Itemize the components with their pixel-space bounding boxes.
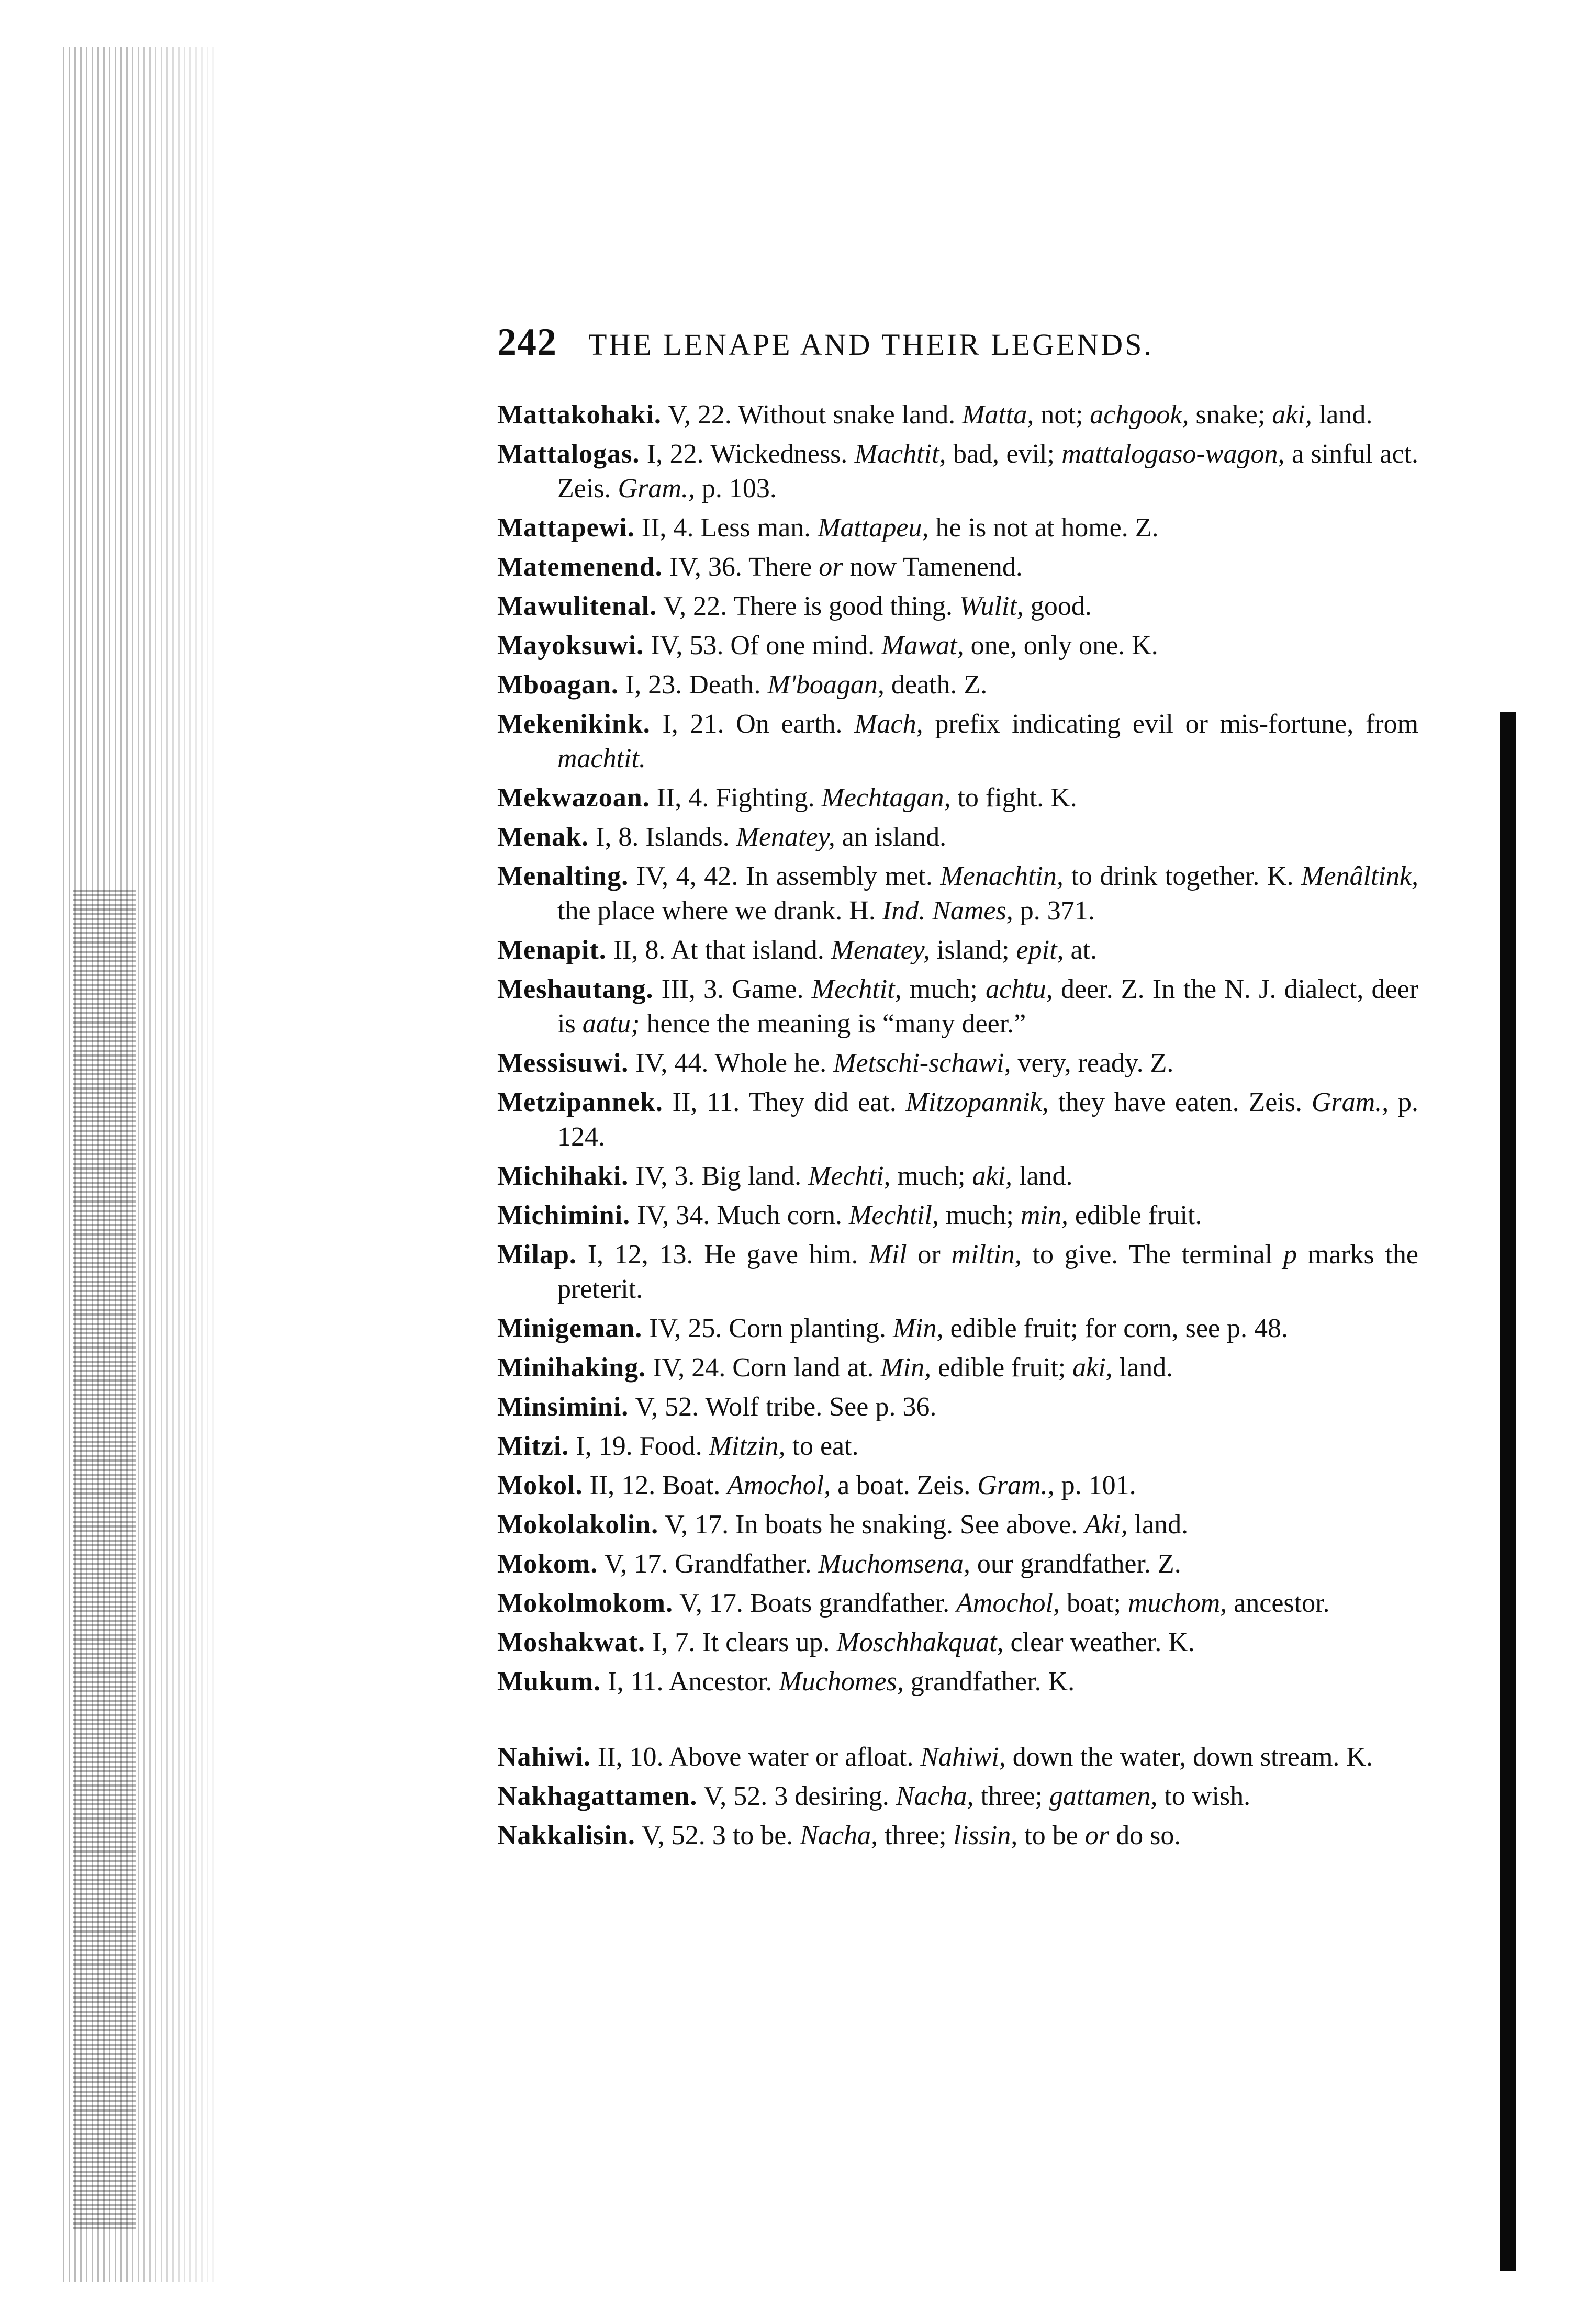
entry-headword: Mekenikink. — [497, 709, 651, 739]
glossary-entry — [497, 1159, 1418, 1194]
entry-reference: IV, 24. — [653, 1353, 726, 1383]
glossary-entry — [497, 511, 1418, 545]
entry-headword: Mitzi. — [497, 1431, 569, 1461]
glossary-entry — [497, 1508, 1418, 1542]
entry-reference: V, 17. — [679, 1588, 743, 1618]
entry-reference: IV, 34. — [637, 1200, 710, 1230]
glossary-entry — [497, 972, 1418, 1041]
glossary-entry — [497, 1468, 1418, 1503]
scan-edge-bar — [1500, 712, 1516, 2271]
entry-reference: II, 4. — [656, 783, 709, 813]
glossary-entry — [497, 398, 1418, 432]
entry-etymology: Nahiwi, down the water, down stream. K. — [920, 1742, 1373, 1772]
entry-reference: I, 21. — [662, 709, 724, 739]
entry-gloss: There is good thing. — [733, 591, 953, 621]
entry-etymology: Mitzin, to eat. — [709, 1431, 859, 1461]
entry-reference: II, 8. — [613, 935, 666, 965]
entry-headword: Matemenend. — [497, 552, 663, 582]
entry-etymology: Nacha, three; gattamen, to wish. — [896, 1781, 1251, 1811]
entry-gloss: In boats he snaking. — [735, 1510, 954, 1540]
entry-reference: I, 8. — [596, 822, 639, 852]
entry-gloss: Whole he. — [714, 1048, 827, 1078]
entry-reference: IV, 4, 42. — [636, 861, 738, 891]
entry-etymology: or now Tamenend. — [819, 552, 1023, 582]
entry-etymology: Menachtin, to drink together. K. Menâltink, the place where we drank. H. Ind. Names, p. 371. — [557, 861, 1418, 926]
entry-reference: IV, 44. — [635, 1048, 709, 1078]
glossary-entries — [497, 398, 1418, 1858]
entry-reference: I, 22. — [646, 439, 704, 469]
page-header — [497, 320, 1439, 378]
entry-headword: Minsimini. — [497, 1392, 629, 1422]
binding-gutter-fade — [63, 47, 215, 2282]
entry-headword: Mokolakolin. — [497, 1510, 659, 1540]
entry-headword: Nahiwi. — [497, 1742, 591, 1772]
entry-headword: Mokolmokom. — [497, 1588, 673, 1618]
entry-gloss: Big land. — [701, 1161, 802, 1191]
entry-gloss: 3 desiring. — [774, 1781, 889, 1811]
entry-headword: Mayoksuwi. — [497, 631, 644, 660]
entry-reference: V, 52. — [703, 1781, 768, 1811]
entry-reference: IV, 3. — [635, 1161, 695, 1191]
entry-etymology: M'boagan, death. Z. — [767, 670, 988, 700]
glossary-entry — [497, 781, 1418, 815]
entry-headword: Messisuwi. — [497, 1048, 629, 1078]
entry-reference: IV, 53. — [651, 631, 724, 660]
entry-gloss: He gave him. — [704, 1240, 858, 1270]
entry-gloss: On earth. — [736, 709, 843, 739]
entry-reference: V, 17. — [665, 1510, 729, 1540]
entry-reference: II, 11. — [672, 1087, 740, 1117]
entry-gloss: They did eat. — [748, 1087, 897, 1117]
glossary-entry — [497, 1625, 1418, 1660]
glossary-entry — [497, 437, 1418, 506]
entry-headword: Minihaking. — [497, 1353, 646, 1383]
entry-etymology: Min, edible fruit; for corn, see p. 48. — [892, 1313, 1289, 1343]
glossary-entry — [497, 1429, 1418, 1464]
entry-gloss: Grandfather. — [675, 1549, 812, 1579]
entry-reference: I, 23. — [625, 670, 682, 700]
entry-gloss: Much corn. — [717, 1200, 842, 1230]
entry-headword: Michihaki. — [497, 1161, 629, 1191]
page-number: 242 — [497, 321, 557, 364]
entry-headword: Mattakohaki. — [497, 400, 662, 430]
entry-headword: Menak. — [497, 822, 589, 852]
glossary-entry — [497, 1311, 1418, 1346]
entry-gloss: It clears up. — [702, 1627, 830, 1657]
entry-etymology: Mitzopannik, they have eaten. Zeis. Gram., p. 124. — [557, 1087, 1419, 1152]
entry-reference: I, 12, 13. — [587, 1240, 693, 1270]
entry-headword: Metzipannek. — [497, 1087, 663, 1117]
entry-reference: V, 52. — [635, 1392, 699, 1422]
entry-gloss: Death. — [689, 670, 761, 700]
entry-gloss: Of one mind. — [730, 631, 875, 660]
glossary-entry — [497, 859, 1418, 928]
entry-gloss: At that island. — [670, 935, 824, 965]
glossary-entry — [497, 1238, 1418, 1307]
entry-etymology: Metschi-schawi, very, ready. Z. — [833, 1048, 1174, 1078]
glossary-entry — [497, 668, 1418, 702]
entry-headword: Moshakwat. — [497, 1627, 646, 1657]
glossary-entry — [497, 1351, 1418, 1385]
entry-reference: IV, 36. — [669, 552, 742, 582]
glossary-entry — [497, 1198, 1418, 1233]
glossary-entry — [497, 628, 1418, 663]
entry-gloss: There — [748, 552, 812, 582]
entry-headword: Mattapewi. — [497, 513, 635, 543]
entry-reference: I, 19. — [576, 1431, 633, 1461]
entry-headword: Meshautang. — [497, 974, 654, 1004]
entry-headword: Nakhagattamen. — [497, 1781, 698, 1811]
entry-etymology: Muchomsena, our grandfather. Z. — [818, 1549, 1181, 1579]
glossary-entry — [497, 707, 1418, 776]
glossary-entry — [497, 1046, 1418, 1081]
glossary-entry — [497, 1390, 1418, 1424]
entry-gloss: Less man. — [700, 513, 811, 543]
entry-reference: V, 22. — [667, 400, 732, 430]
glossary-entry — [497, 820, 1418, 855]
entry-etymology: Mechti, much; aki, land. — [808, 1161, 1073, 1191]
entry-etymology: Nacha, three; lissin, to be or do so. — [800, 1821, 1181, 1850]
running-title: THE LENAPE AND THEIR LEGENDS. — [588, 328, 1154, 362]
entry-etymology: Min, edible fruit; aki, land. — [880, 1353, 1173, 1383]
entry-gloss: Without snake land. — [737, 400, 956, 430]
glossary-entry — [497, 1779, 1418, 1814]
glossary-entry — [497, 1547, 1418, 1581]
entry-etymology: Mechtit, much; achtu, deer. Z. In the N. J. dialect, deer is aatu; hence the meaning is “many deer.” — [557, 974, 1419, 1039]
entry-gloss: Boat. — [662, 1470, 721, 1500]
entry-headword: Mokom. — [497, 1549, 598, 1579]
entry-headword: Michimini. — [497, 1200, 631, 1230]
glossary-entry — [497, 1665, 1418, 1699]
entry-etymology: Mattapeu, he is not at home. Z. — [818, 513, 1159, 543]
entry-etymology: Mechtagan, to fight. K. — [821, 783, 1077, 813]
entry-reference: I, 7. — [652, 1627, 696, 1657]
entry-etymology: Amochol, boat; muchom, ancestor. — [956, 1588, 1330, 1618]
entry-etymology: Mach, prefix indicating evil or mis-fortune, from machtit. — [557, 709, 1419, 773]
entry-headword: Mekwazoan. — [497, 783, 650, 813]
glossary-entry — [497, 550, 1418, 585]
entry-etymology: Moschhakquat, clear weather. K. — [836, 1627, 1195, 1657]
entry-gloss: Wolf tribe. — [705, 1392, 823, 1422]
entry-reference: IV, 25. — [649, 1313, 722, 1343]
entry-reference: V, 17. — [604, 1549, 668, 1579]
entry-gloss: 3 to be. — [712, 1821, 793, 1850]
entry-headword: Milap. — [497, 1240, 577, 1270]
entry-etymology: Matta, not; achgook, snake; aki, land. — [962, 400, 1373, 430]
entry-gloss: Fighting. — [715, 783, 815, 813]
entry-etymology: Mawat, one, only one. K. — [881, 631, 1158, 660]
glossary-entry — [497, 1586, 1418, 1621]
entry-gloss: Ancestor. — [668, 1667, 773, 1697]
entry-etymology: Amochol, a boat. Zeis. Gram., p. 101. — [727, 1470, 1136, 1500]
entry-headword: Mawulitenal. — [497, 591, 657, 621]
entry-gloss: Corn planting. — [729, 1313, 886, 1343]
entry-reference: V, 22. — [663, 591, 728, 621]
glossary-entry — [497, 589, 1418, 624]
entry-reference: I, 11. — [608, 1667, 664, 1697]
glossary-entry — [497, 1740, 1418, 1775]
entry-etymology: Mechtil, much; min, edible fruit. — [849, 1200, 1202, 1230]
entry-gloss: Food. — [639, 1431, 702, 1461]
entry-etymology: Wulit, good. — [959, 591, 1092, 621]
entry-gloss: Above water or afloat. — [668, 1742, 914, 1772]
entry-reference: II, 10. — [597, 1742, 664, 1772]
entry-headword: Menapit. — [497, 935, 607, 965]
entry-headword: Nakkalisin. — [497, 1821, 635, 1850]
entry-headword: Mukum. — [497, 1667, 601, 1697]
entry-gloss: Wickedness. — [710, 439, 848, 469]
entry-gloss: In assembly met. — [745, 861, 933, 891]
entry-headword: Minigeman. — [497, 1313, 643, 1343]
entry-etymology: Mil or miltin, to give. The terminal p marks the preterit. — [557, 1240, 1419, 1304]
entry-etymology: Menatey, an island. — [736, 822, 947, 852]
entry-etymology: Muchomes, grandfather. K. — [779, 1667, 1075, 1697]
entry-gloss: Game. — [732, 974, 804, 1004]
glossary-entry — [497, 1085, 1418, 1154]
entry-headword: Menalting. — [497, 861, 629, 891]
glossary-entry — [497, 933, 1418, 968]
glossary-entry — [497, 1818, 1418, 1853]
entry-reference: V, 52. — [641, 1821, 706, 1850]
entry-reference: II, 4. — [641, 513, 694, 543]
entry-reference: II, 12. — [589, 1470, 656, 1500]
entry-gloss: Corn land at. — [732, 1353, 874, 1383]
entry-headword: Mattalogas. — [497, 439, 640, 469]
entry-headword: Mboagan. — [497, 670, 619, 700]
entry-etymology: See above. Aki, land. — [960, 1510, 1189, 1540]
entry-gloss: Islands. — [645, 822, 730, 852]
entry-reference: III, 3. — [661, 974, 724, 1004]
entry-etymology: Menatey, island; epit, at. — [831, 935, 1098, 965]
entry-etymology: See p. 36. — [829, 1392, 937, 1422]
entry-etymology: Machtit, bad, evil; mattalogaso-wagon, a sinful act. Zeis. Gram., p. 103. — [557, 439, 1418, 503]
entry-gloss: Boats grandfather. — [749, 1588, 950, 1618]
entry-headword: Mokol. — [497, 1470, 583, 1500]
